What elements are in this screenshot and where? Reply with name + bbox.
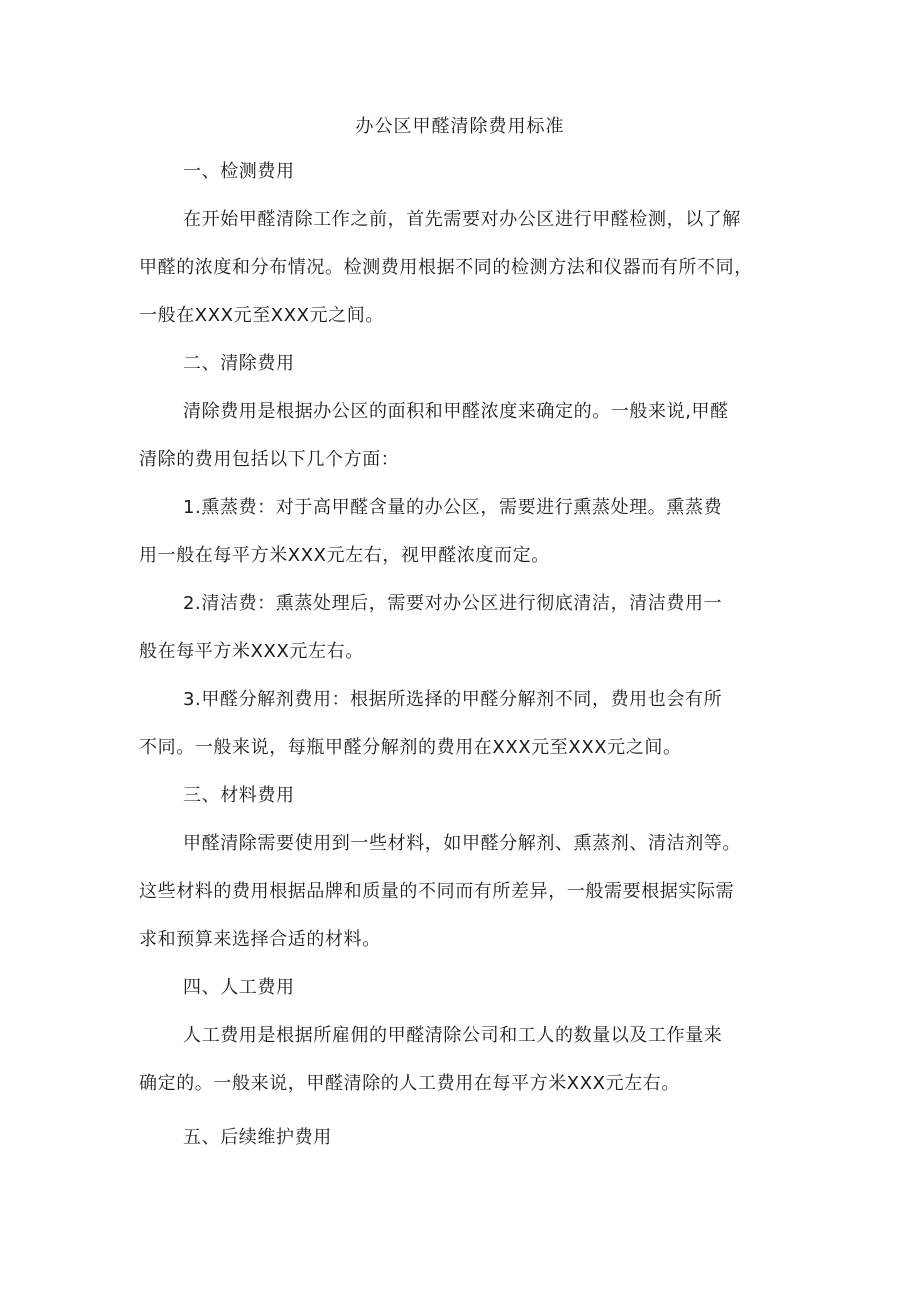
- paragraph-line: 般在每平方米XXX元左右。: [139, 641, 364, 662]
- paragraph-line: 求和预算来选择合适的材料。: [139, 929, 381, 950]
- paragraph-line: 甲醛清除需要使用到一些材料，如甲醛分解剂、熏蒸剂、清洁剂等。: [183, 833, 741, 854]
- paragraph-line: 不同。一般来说，每瓶甲醛分解剂的费用在XXX元至XXX元之间。: [139, 737, 682, 758]
- list-item-decomposer: 3.甲醛分解剂费用：根据所选择的甲醛分解剂不同，费用也会有所: [183, 689, 723, 710]
- list-item-fumigation: 1.熏蒸费：对于高甲醛含量的办公区，需要进行熏蒸处理。熏蒸费: [183, 497, 723, 518]
- paragraph-line: 用一般在每平方米XXX元左右，视甲醛浓度而定。: [139, 545, 550, 566]
- paragraph-line: 清除费用是根据办公区的面积和甲醛浓度来确定的。一般来说,甲醛: [183, 401, 729, 422]
- paragraph-line: 一般在XXX元至XXX元之间。: [139, 305, 384, 326]
- paragraph-line: 这些材料的费用根据品牌和质量的不同而有所差异，一般需要根据实际需: [139, 881, 735, 902]
- section-heading-materials: 三、材料费用: [183, 785, 295, 806]
- paragraph-line: 人工费用是根据所雇佣的甲醛清除公司和工人的数量以及工作量来: [183, 1025, 723, 1046]
- section-heading-maintenance: 五、后续维护费用: [183, 1127, 332, 1148]
- paragraph-line: 确定的。一般来说，甲醛清除的人工费用在每平方米XXX元左右。: [139, 1073, 680, 1094]
- section-heading-inspection: 一、检测费用: [183, 161, 295, 182]
- paragraph-line: 清除的费用包括以下几个方面：: [139, 449, 400, 470]
- document-title: 办公区甲醛清除费用标准: [355, 116, 565, 137]
- paragraph-line: 甲醛的浓度和分布情况。检测费用根据不同的检测方法和仪器而有所不同，: [139, 257, 753, 278]
- paragraph-line: 在开始甲醛清除工作之前，首先需要对办公区进行甲醛检测，以了解: [183, 209, 741, 230]
- section-heading-labor: 四、人工费用: [183, 977, 295, 998]
- list-item-cleaning: 2.清洁费：熏蒸处理后，需要对办公区进行彻底清洁，清洁费用一: [183, 593, 723, 614]
- section-heading-removal: 二、清除费用: [183, 353, 295, 374]
